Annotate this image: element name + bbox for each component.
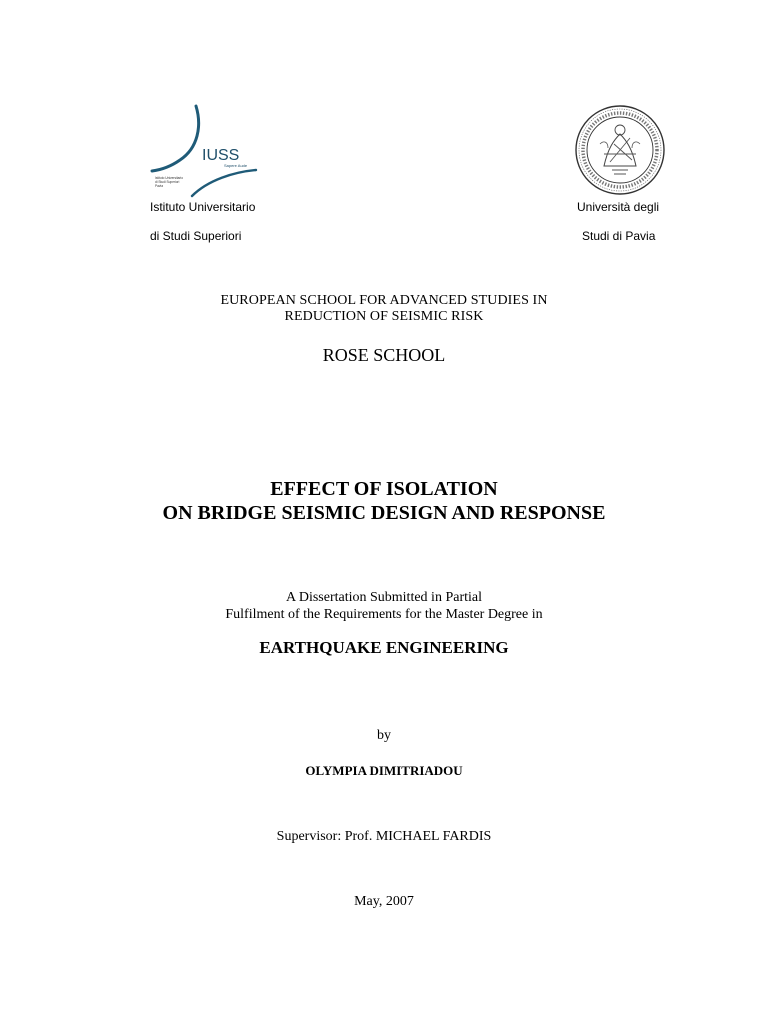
school-line2: REDUCTION OF SEISMIC RISK <box>284 309 484 324</box>
svg-text:di Studi Superiori: di Studi Superiori <box>155 180 180 184</box>
dissertation-line2: Fulfilment of the Requirements for the Master Degree in <box>225 607 543 622</box>
title-line2: ON BRIDGE SEISMIC DESIGN AND RESPONSE <box>162 502 606 524</box>
svg-text:Pavia: Pavia <box>155 184 163 188</box>
left-institution-name-line1: Istituto Universitario <box>150 200 256 214</box>
school-description <box>0 293 768 325</box>
school-name: ROSE SCHOOL <box>322 345 446 365</box>
thesis-title <box>0 477 768 525</box>
dissertation-statement <box>0 589 768 623</box>
degree-field: EARTHQUAKE ENGINEERING <box>259 638 509 657</box>
school-line1: EUROPEAN SCHOOL FOR ADVANCED STUDIES IN <box>220 293 548 308</box>
university-seal-icon <box>574 104 666 196</box>
submission-date: May, 2007 <box>354 894 414 909</box>
svg-text:Istituto Universitario: Istituto Universitario <box>155 176 183 180</box>
by-label: by <box>377 728 391 743</box>
left-institution-name-line2: di Studi Superiori <box>150 229 242 243</box>
iuss-logo-icon <box>148 104 258 200</box>
dissertation-line1: A Dissertation Submitted in Partial <box>286 590 482 605</box>
supervisor-line: Supervisor: Prof. MICHAEL FARDIS <box>276 829 492 844</box>
right-institution-name-line1: Università degli <box>577 200 660 214</box>
author-name: OLYMPIA DIMITRIADOU <box>305 763 463 778</box>
right-institution-name-line2: Studi di Pavia <box>582 229 656 243</box>
title-line1: EFFECT OF ISOLATION <box>270 478 498 500</box>
svg-text:Sapere Aude: Sapere Aude <box>224 163 248 168</box>
svg-text:IUSS: IUSS <box>202 147 240 164</box>
